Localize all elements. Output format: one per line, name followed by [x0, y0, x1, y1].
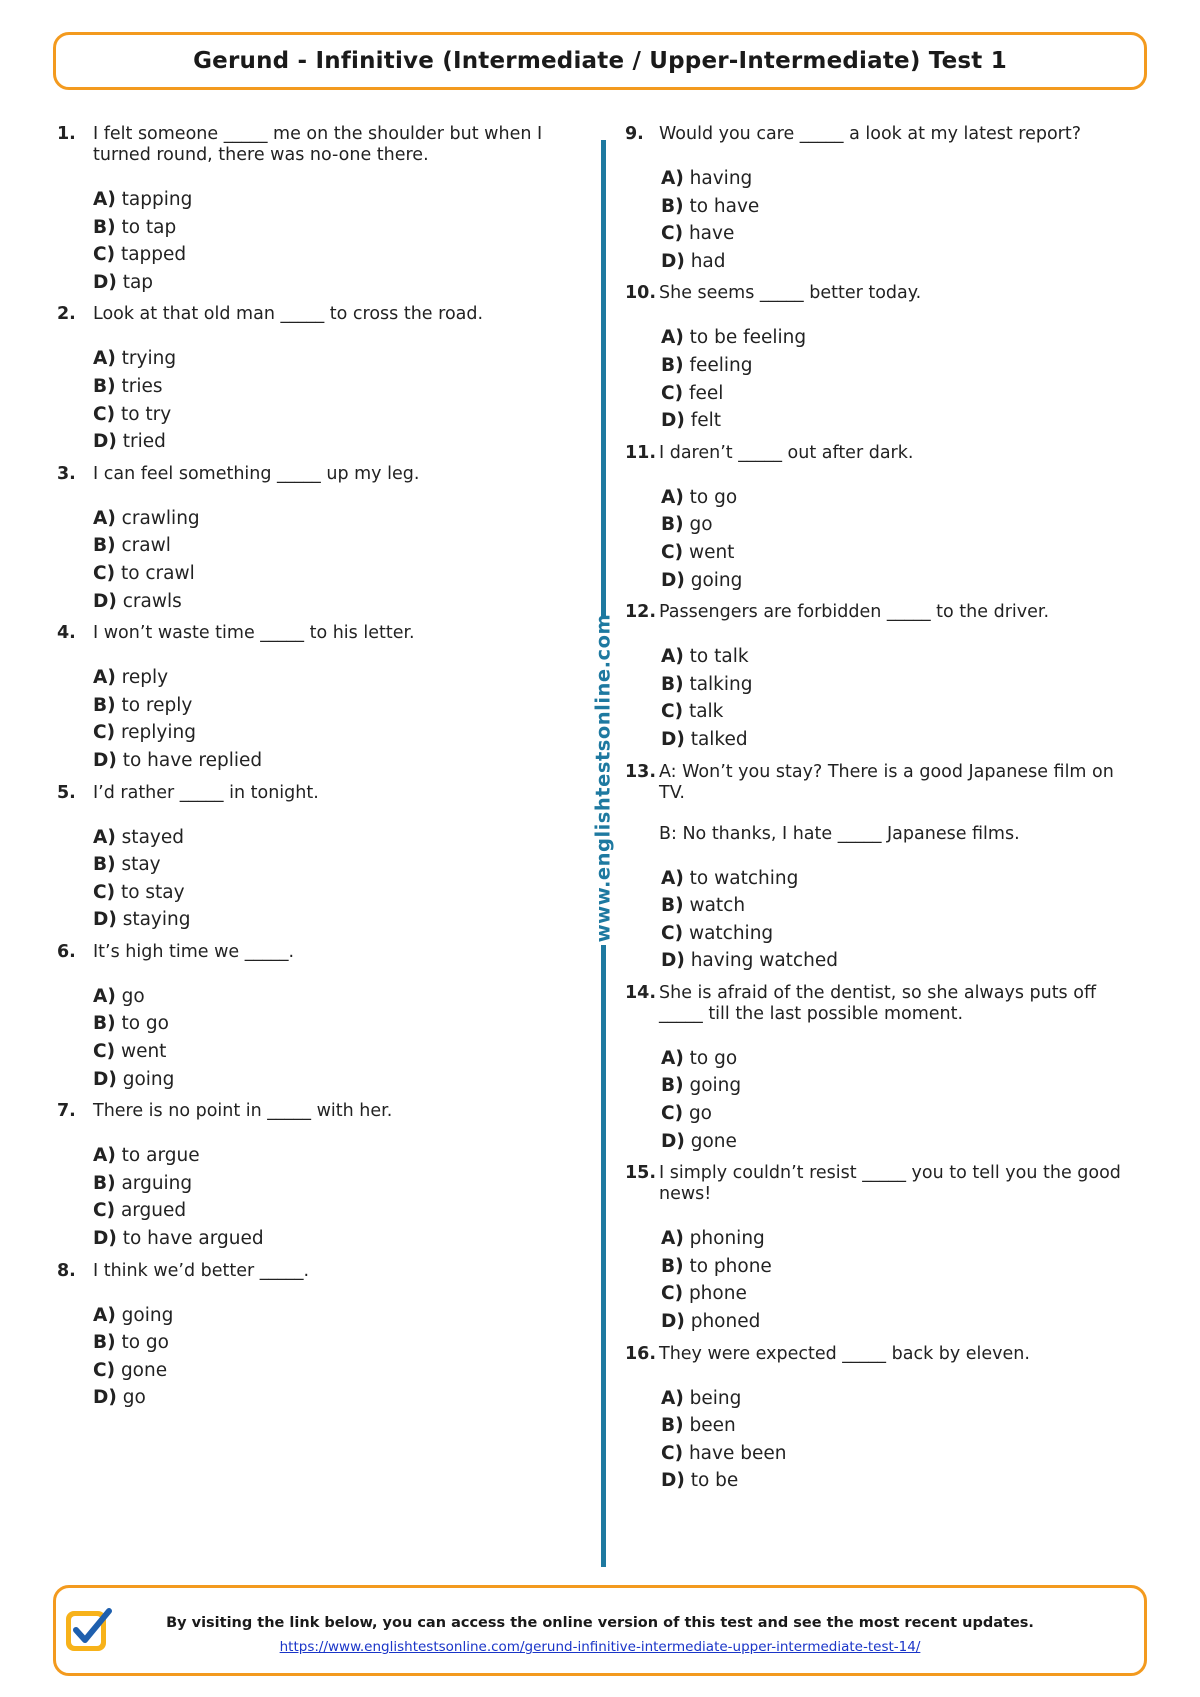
answer-option[interactable]	[661, 892, 1145, 920]
option-text: staying	[122, 909, 191, 931]
answer-option[interactable]	[93, 1329, 577, 1357]
question-header	[625, 602, 1145, 623]
answer-option[interactable]	[661, 643, 1145, 671]
answer-option[interactable]	[661, 1128, 1145, 1156]
answer-option[interactable]	[93, 747, 577, 775]
answer-option[interactable]	[93, 1384, 577, 1412]
question-block	[57, 942, 577, 1093]
option-letter: B)	[661, 1255, 684, 1277]
question-header	[57, 1261, 577, 1282]
answer-option[interactable]	[661, 1253, 1145, 1281]
option-text: to phone	[689, 1255, 772, 1277]
option-text: being	[689, 1387, 742, 1409]
option-letter: C)	[93, 1359, 116, 1381]
option-letter: D)	[661, 569, 685, 591]
option-text: tap	[122, 271, 154, 293]
question-header	[625, 124, 1145, 145]
question-text: I felt someone _____ me on the shoulder but when I turned round, there was no-one there.	[93, 124, 543, 165]
option-text: feeling	[689, 354, 753, 376]
option-text: going	[122, 1068, 175, 1090]
question-header	[57, 942, 577, 963]
option-text: having watched	[690, 950, 838, 972]
question-block	[625, 983, 1145, 1155]
question-header	[625, 983, 1145, 1025]
option-text: go	[122, 1387, 146, 1409]
option-letter: D)	[661, 1311, 685, 1333]
option-letter: B)	[93, 216, 116, 238]
option-text: to go	[121, 1332, 169, 1354]
option-text: tried	[122, 431, 166, 453]
question-text: I simply couldn’t resist _____ you to tell you the good news!	[659, 1163, 1121, 1205]
question-text: It’s high time we _____.	[93, 941, 295, 962]
answer-option[interactable]	[661, 1045, 1145, 1073]
question-header	[57, 1101, 577, 1122]
option-letter: C)	[661, 701, 684, 723]
options-list	[93, 345, 577, 455]
option-letter: A)	[93, 1304, 116, 1326]
option-letter: B)	[661, 895, 684, 917]
options-list	[93, 186, 577, 296]
answer-option[interactable]	[661, 380, 1145, 408]
option-letter: C)	[661, 1442, 684, 1464]
question-number: 12.	[625, 602, 657, 623]
option-text: stay	[121, 854, 161, 876]
option-text: to reply	[121, 694, 193, 716]
answer-option[interactable]	[93, 1142, 577, 1170]
option-letter: B)	[93, 1332, 116, 1354]
column-divider-top	[601, 140, 606, 616]
option-letter: B)	[661, 1075, 684, 1097]
option-text: tries	[121, 375, 163, 397]
option-letter: A)	[93, 1145, 116, 1167]
option-text: to argue	[121, 1145, 200, 1167]
answer-option[interactable]	[93, 1010, 577, 1038]
question-text: I won’t waste time _____ to his letter.	[93, 623, 415, 644]
options-list	[661, 643, 1145, 753]
option-text: to talk	[689, 646, 749, 668]
question-number: 16.	[625, 1343, 657, 1364]
option-text: tapping	[121, 189, 193, 210]
option-letter: A)	[661, 168, 684, 189]
option-letter: C)	[661, 922, 684, 944]
question-number: 14.	[625, 982, 657, 1003]
question-text: Passengers are forbidden _____ to the driver.	[659, 602, 1050, 623]
answer-option[interactable]	[661, 511, 1145, 539]
option-letter: B)	[661, 673, 684, 695]
question-number: 2.	[57, 304, 76, 325]
options-list	[661, 1225, 1145, 1335]
answer-option[interactable]	[661, 1412, 1145, 1440]
question-number: 5.	[57, 782, 76, 803]
answer-option[interactable]	[661, 484, 1145, 512]
option-letter: B)	[93, 375, 116, 397]
option-text: watch	[689, 895, 746, 917]
option-letter: A)	[661, 327, 684, 349]
option-letter: D)	[93, 271, 117, 293]
answer-option[interactable]	[93, 560, 577, 588]
question-block	[625, 283, 1145, 434]
option-letter: D)	[661, 1470, 685, 1492]
question-text: They were expected _____ back by eleven.	[659, 1343, 1030, 1364]
question-header	[625, 443, 1145, 464]
question-number: 9.	[625, 124, 644, 144]
options-list	[661, 1045, 1145, 1155]
option-letter: C)	[661, 541, 684, 563]
option-letter: A)	[661, 646, 684, 668]
option-text: talk	[688, 701, 724, 723]
option-letter: B)	[93, 1013, 116, 1035]
answer-option[interactable]	[661, 920, 1145, 948]
question-block	[625, 762, 1145, 975]
question-block	[625, 602, 1145, 753]
options-list	[661, 165, 1145, 275]
answer-option[interactable]	[93, 505, 577, 533]
option-letter: D)	[93, 909, 117, 931]
option-letter: D)	[93, 1387, 117, 1409]
answer-option[interactable]	[93, 906, 577, 934]
answer-option[interactable]	[661, 726, 1145, 754]
option-text: to have	[689, 195, 760, 217]
option-letter: C)	[93, 1041, 116, 1063]
answer-option[interactable]	[93, 1302, 577, 1330]
option-text: arguing	[121, 1172, 193, 1194]
watermark-text: www.englishtestsonline.com	[591, 613, 615, 943]
option-text: argued	[120, 1200, 187, 1222]
answer-option[interactable]	[93, 1066, 577, 1094]
answer-option[interactable]	[661, 165, 1145, 193]
option-letter: D)	[661, 250, 685, 272]
question-text: A: Won’t you stay? There is a good Japanese film on TV.	[659, 761, 1114, 803]
option-letter: C)	[93, 722, 116, 744]
page-title: Gerund - Infinitive (Intermediate / Upper-Intermediate) Test 1	[193, 48, 1007, 74]
answer-option[interactable]	[661, 352, 1145, 380]
option-letter: D)	[93, 590, 117, 612]
option-text: to go	[689, 1047, 738, 1069]
question-number: 15.	[625, 1163, 657, 1184]
options-list	[661, 324, 1145, 434]
question-header	[625, 762, 1145, 845]
answer-option[interactable]	[93, 186, 577, 214]
option-text: stayed	[121, 826, 184, 848]
option-letter: D)	[661, 410, 685, 432]
option-letter: C)	[93, 562, 116, 584]
option-text: to be feeling	[689, 327, 807, 349]
question-header	[625, 1344, 1145, 1365]
answer-option[interactable]	[661, 220, 1145, 248]
option-text: had	[690, 250, 726, 272]
answer-option[interactable]	[661, 1440, 1145, 1468]
option-text: going	[689, 1075, 742, 1097]
answer-option[interactable]	[93, 1038, 577, 1066]
option-text: crawl	[121, 535, 171, 557]
question-number: 3.	[57, 463, 76, 484]
option-text: to go	[689, 486, 738, 508]
options-list	[93, 1302, 577, 1412]
question-header	[625, 1163, 1145, 1205]
answer-option[interactable]	[93, 373, 577, 401]
answer-option[interactable]	[661, 248, 1145, 276]
answer-option[interactable]	[661, 671, 1145, 699]
options-list	[93, 664, 577, 774]
question-header	[57, 464, 577, 485]
option-letter: A)	[93, 985, 116, 1007]
option-letter: D)	[661, 950, 685, 972]
option-letter: C)	[93, 1200, 116, 1222]
option-text: have	[688, 223, 735, 245]
option-text: going	[690, 569, 743, 591]
option-text: go	[689, 514, 713, 536]
option-text: gone	[120, 1359, 168, 1381]
question-block	[625, 1344, 1145, 1495]
question-header	[57, 304, 577, 325]
option-letter: A)	[661, 1228, 684, 1250]
answer-option[interactable]	[93, 692, 577, 720]
answer-option[interactable]	[93, 1225, 577, 1253]
option-text: crawling	[121, 507, 200, 529]
option-text: go	[121, 985, 145, 1007]
answer-option[interactable]	[661, 865, 1145, 893]
answer-option[interactable]	[93, 401, 577, 429]
title-box	[53, 32, 1147, 90]
option-text: tapped	[120, 244, 187, 266]
option-letter: A)	[93, 189, 116, 210]
answer-option[interactable]	[661, 324, 1145, 352]
answer-option[interactable]	[661, 407, 1145, 435]
option-letter: D)	[661, 1130, 685, 1152]
option-letter: A)	[661, 1387, 684, 1409]
question-text: There is no point in _____ with her.	[93, 1101, 393, 1122]
answer-option[interactable]	[93, 1170, 577, 1198]
column-divider-bottom	[601, 945, 606, 1567]
options-list	[661, 865, 1145, 975]
option-letter: D)	[661, 728, 685, 750]
answer-option[interactable]	[661, 539, 1145, 567]
question-block	[57, 1101, 577, 1252]
question-text: Would you care _____ a look at my latest report?	[659, 124, 1081, 144]
question-block	[57, 464, 577, 615]
option-letter: C)	[661, 382, 684, 404]
option-letter: C)	[661, 1283, 684, 1305]
question-block	[57, 623, 577, 774]
option-letter: A)	[93, 507, 116, 529]
question-number: 10.	[625, 283, 657, 304]
question-block	[57, 124, 577, 296]
option-letter: A)	[661, 1047, 684, 1069]
option-letter: D)	[93, 431, 117, 453]
option-letter: B)	[93, 1172, 116, 1194]
question-block	[625, 124, 1145, 275]
answer-option[interactable]	[661, 1072, 1145, 1100]
options-list	[93, 505, 577, 615]
option-text: gone	[690, 1130, 737, 1152]
option-text: felt	[690, 410, 721, 432]
right-column	[625, 124, 1145, 1503]
question-text: I can feel something _____ up my leg.	[93, 463, 420, 484]
answer-option[interactable]	[661, 1280, 1145, 1308]
option-text: phoning	[689, 1228, 765, 1250]
answer-option[interactable]	[93, 851, 577, 879]
option-text: to go	[121, 1013, 169, 1035]
question-number: 13.	[625, 761, 657, 782]
option-letter: C)	[93, 881, 116, 903]
answer-option[interactable]	[93, 588, 577, 616]
question-header	[57, 124, 577, 166]
answer-option[interactable]	[93, 269, 577, 297]
question-text: Look at that old man _____ to cross the road.	[93, 304, 484, 325]
option-text: going	[121, 1304, 174, 1326]
option-text: have been	[688, 1442, 787, 1464]
question-number: 11.	[625, 442, 657, 463]
options-list	[661, 1385, 1145, 1495]
option-letter: A)	[93, 826, 116, 848]
question-number: 4.	[57, 623, 76, 644]
option-text: been	[689, 1415, 736, 1437]
question-text: I daren’t _____ out after dark.	[659, 442, 914, 463]
option-text: feel	[688, 382, 724, 404]
option-letter: B)	[93, 535, 116, 557]
option-text: to crawl	[120, 562, 195, 584]
option-text: to have argued	[122, 1228, 264, 1250]
question-header	[625, 283, 1145, 304]
question-block	[625, 443, 1145, 594]
option-text: replying	[120, 722, 196, 744]
footer-message: By visiting the link below, you can access the online version of this test and see the most recent updates.	[166, 1615, 1034, 1631]
answer-option[interactable]	[661, 1225, 1145, 1253]
option-letter: B)	[93, 854, 116, 876]
question-block	[57, 1261, 577, 1412]
answer-option[interactable]	[93, 1357, 577, 1385]
answer-option[interactable]	[661, 1467, 1145, 1495]
answer-option[interactable]	[93, 1197, 577, 1225]
answer-option[interactable]	[93, 532, 577, 560]
option-text: reply	[121, 667, 169, 689]
option-letter: D)	[93, 1068, 117, 1090]
answer-option[interactable]	[93, 983, 577, 1011]
option-text: talked	[690, 728, 748, 750]
question-text: She seems _____ better today.	[659, 283, 922, 304]
option-letter: D)	[93, 1228, 117, 1250]
option-text: to tap	[121, 216, 177, 238]
option-letter: B)	[661, 354, 684, 376]
option-text: to stay	[120, 881, 185, 903]
option-text: watching	[688, 922, 774, 944]
answer-option[interactable]	[661, 698, 1145, 726]
option-letter: B)	[661, 514, 684, 536]
footer-link[interactable]: https://www.englishtestsonline.com/gerund-infinitive-intermediate-upper-intermediate-test-14/	[279, 1639, 921, 1655]
option-text: to watching	[689, 867, 799, 889]
option-text: to have replied	[122, 749, 263, 771]
answer-option[interactable]	[93, 664, 577, 692]
option-text: talking	[689, 673, 753, 695]
answer-option[interactable]	[93, 824, 577, 852]
question-number: 6.	[57, 941, 76, 962]
option-letter: B)	[661, 1415, 684, 1437]
question-block	[57, 783, 577, 934]
answer-option[interactable]	[93, 345, 577, 373]
option-text: went	[688, 541, 735, 563]
option-text: trying	[121, 348, 177, 370]
question-block	[57, 304, 577, 455]
question-number: 8.	[57, 1260, 76, 1281]
question-number: 7.	[57, 1101, 76, 1122]
option-letter: D)	[93, 749, 117, 771]
answer-option[interactable]	[93, 241, 577, 269]
question-header	[57, 623, 577, 644]
option-text: phone	[688, 1283, 747, 1305]
answer-option[interactable]	[93, 214, 577, 242]
option-letter: B)	[661, 195, 684, 217]
answer-option[interactable]	[661, 1100, 1145, 1128]
option-letter: C)	[661, 1103, 684, 1125]
option-letter: C)	[93, 244, 116, 266]
option-letter: A)	[93, 667, 116, 689]
option-text: went	[120, 1041, 167, 1063]
option-text: crawls	[122, 590, 182, 612]
options-list	[93, 1142, 577, 1252]
option-text: to be	[690, 1470, 739, 1492]
answer-option[interactable]	[93, 428, 577, 456]
answer-option[interactable]	[661, 567, 1145, 595]
options-list	[93, 824, 577, 934]
option-letter: A)	[661, 486, 684, 508]
answer-option[interactable]	[93, 879, 577, 907]
question-block	[625, 1163, 1145, 1335]
answer-option[interactable]	[93, 719, 577, 747]
option-text: to try	[120, 403, 172, 425]
left-column	[57, 124, 577, 1420]
question-text-reply: B: No thanks, I hate _____ Japanese films.	[659, 823, 1020, 844]
answer-option[interactable]	[661, 193, 1145, 221]
option-letter: C)	[661, 223, 684, 245]
options-list	[93, 983, 577, 1093]
answer-option[interactable]	[661, 1308, 1145, 1336]
answer-option[interactable]	[661, 947, 1145, 975]
option-letter: B)	[93, 694, 116, 716]
question-header	[57, 783, 577, 804]
option-text: phoned	[690, 1311, 761, 1333]
question-text: She is afraid of the dentist, so she always puts off _____ till the last possible moment.	[659, 982, 1097, 1024]
option-text: go	[688, 1103, 712, 1125]
footer-box	[53, 1585, 1147, 1676]
option-letter: C)	[93, 403, 116, 425]
option-letter: A)	[93, 348, 116, 370]
question-text: I think we’d better _____.	[93, 1260, 310, 1281]
answer-option[interactable]	[661, 1385, 1145, 1413]
options-list	[661, 484, 1145, 594]
question-text: I’d rather _____ in tonight.	[93, 782, 319, 803]
option-letter: A)	[661, 867, 684, 889]
question-number: 1.	[57, 124, 76, 144]
option-text: having	[689, 168, 753, 189]
